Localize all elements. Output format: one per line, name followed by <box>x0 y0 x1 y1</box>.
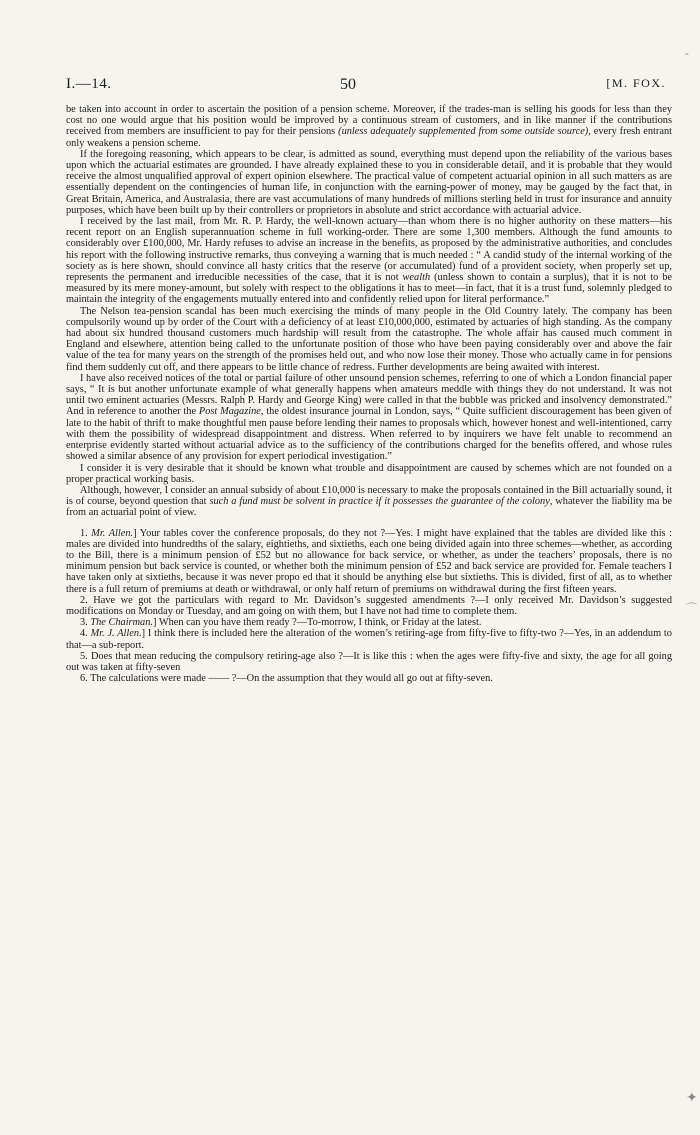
italic-text: Mr. Allen. <box>91 527 134 539</box>
text-run: ] Your tables cover the conference proposals, do they not ?—Yes. I might have explained that the tables are divided like this : males are divided into hundredths of the salary, eightieths, and sixtieths, each one being divided again into three schemes—whether, as according to the Bill, there is a minimum pension of £52 but no allowance for back service, or whether, as under the teachers’ proposals, there is no minimum pension but back service is counted, or whether both the minimum pension of £52 and back service are provided for. Female teachers I have taken only at sixtieths, because it was never propo ed that it should be anything else but sixtieths. This is divided, first of all, as to whether there is a full return of premiums at death or withdrawal, or only half return of premiums on withdrawal during the first fifteen years. <box>66 527 672 595</box>
section-gap <box>66 519 672 528</box>
body-paragraph <box>66 216 672 306</box>
text-run: 6. The calculations were made —— ?—On the assumption that they would all go out at fifty-seven. <box>80 673 493 685</box>
italic-text: (unless adequately supplemented from some outside source) <box>338 126 589 138</box>
body-paragraph <box>66 373 672 463</box>
body-paragraph <box>66 149 672 216</box>
text-run: (unless shown to contain a surplus), that it is not to be measured by its mere money-amount, but solely with respect to the obligations it has to meet—in fact, that it is a trust fund, solemnly pledged to maintain the integrity of the engagements mutually entered into and confidently relied upon for literal performance.” <box>66 272 672 306</box>
text-run: 3. <box>80 617 91 629</box>
italic-text: wealth <box>402 272 431 284</box>
text-run: I consider it is very desirable that it should be known what trouble and disappointment are caused by schemes which are not founded on a proper practical working basis. <box>66 462 672 485</box>
question-answer <box>66 628 672 650</box>
text-run: The Nelson tea-pension scandal has been much exercising the minds of many people in the Old Country lately. The company has been compulsorily wound up by order of the Court with a deficiency of at least £10,000,000, estimated by actuaries of high standing. As the company had about six hundred thousand customers much hardship will result from the catastrophe. The whole affair has caused much comment in England and elsewhere, attention being called to the unfortunate position of those who have been paying considerably over and above the fair value of the tea for many years on the strength of the promises held out, and who now lose their money. Those who actually came in for pensions find them suddenly cut off, and there appears to be little chance of redress. Further developments are being awaited with interest. <box>66 305 672 373</box>
question-answer <box>66 673 672 684</box>
body-paragraph <box>66 104 672 149</box>
text-run: ] I think there is included here the alteration of the women’s retiring-age from fifty-five to fifty-two ?—Yes, in an addendum to that—a sub-report. <box>66 628 672 651</box>
text-run: If the foregoing reasoning, which appears to be clear, is admitted as sound, everything must depend upon the reliability of the various bases upon which the actuarial estimates are grounded. I have already explained these to you in considerable detail, and it is probable that they would receive the almost unqualified approval of expert opinion elsewhere. The practical value of competent actuarial opinion in all such matters as are essentially dependent on the contingencies of human life, in conjunction with the earning-power of money, may be gauged by the fact that, in Great Britain, America, and Australasia, there are vast accumulations of many hundreds of millions sterling held in trust for insurance and annuity purposes, which have been built up by their controllers or proprietors in absolute and strict accordance with actuarial advice. <box>66 148 672 216</box>
text-run: 1. <box>80 527 92 539</box>
text-run: , whatever the liability ma be from an actuarial point of view. <box>66 496 672 519</box>
question-answer <box>66 528 672 595</box>
evidence-statement <box>66 104 672 519</box>
page-header <box>66 76 666 98</box>
italic-text: such a fund must be solvent in practice if it possesses the guarantee of the colony <box>209 496 550 508</box>
text-run: I received by the last mail, from Mr. R. P. Hardy, the well-known actuary—than whom there is no higher authority on these matters—his recent report on an English superannuation scheme in full working-order. There are some 1,300 members. Although the fund amounts to considerably over £100,000, Mr. Hardy refuses to advise an increase in the benefits, as proposed by the administrative authorities, and concludes his report with the following instructive remarks, thus conveying a warning that is much needed : “ A candid study of the internal working of the society as is here shown, should convince all hasty critics that the reserve (or accumulated) fund of a provident society, when properly set up, represents the permanent and irreducible necessities of the case, that it is not <box>66 216 672 284</box>
body-paragraph <box>66 485 672 519</box>
question-answer <box>66 617 672 628</box>
document-body <box>66 104 672 684</box>
text-run: 2. Have we got the particulars with regard to Mr. Davidson’s suggested amendments ?—I only received Mr. Davidson’s suggested modifications on Monday or Tuesday, and am going on with them, but I have not had time to complete them. <box>66 594 672 617</box>
text-run: , every fresh entrant only weakens a pension scheme. <box>66 126 673 149</box>
italic-text: The Chairman. <box>90 617 153 629</box>
text-run: Although, however, I consider an annual subsidy of about £10,000 is necessary to make the proposals contained in the Bill actuarially sound, it is of course, beyond question that <box>66 484 672 508</box>
question-answer <box>66 651 672 673</box>
questions-and-answers <box>66 528 672 685</box>
italic-text: Mr. J. Allen. <box>90 628 142 640</box>
body-paragraph <box>66 463 672 485</box>
italic-text: Post Magazine <box>198 406 261 418</box>
question-answer <box>66 595 672 617</box>
margin-mark: ˉ <box>684 52 690 65</box>
text-run: I have also received notices of the total or partial failure of other unsound pension schemes, referring to one of which a London financial paper says, “ It is but another unfortunate example of what generally happens when amateurs meddle with things they do not understand. It was not until two eminent actuaries (Messrs. Ralph P. Hardy and George King) were called in that the bubble was pricked and insolvency demonstrated.” And in reference to another the <box>66 372 672 418</box>
text-run: 5. Does that mean reducing the compulsory retiring-age also ?—It is like this : when the ages were fifty-five and sixty, the age for all going out was taken at fifty-seven <box>66 650 672 673</box>
page-number: 50 <box>340 76 356 93</box>
text-run: 4. <box>80 628 91 640</box>
text-run: ] When can you have them ready ?—To-morrow, I think, or Friday at the latest. <box>153 617 482 629</box>
text-run: be taken into account in order to ascertain the position of a pension scheme. Moreover, if the trades-man is selling his goods for less than they cost no one would argue that his position would be improved by a continuous stream of customers, and in like manner if the contributions received from members are insufficient to pay for their pensions <box>66 104 672 138</box>
witness-name: [M. FOX. <box>606 76 666 90</box>
text-run: , the oldest insurance journal in London, says, “ Quite sufficient discouragement has been given of late to the habit of thrift to make thoughtful men pause before lending their names to proposals which, however honest and well-intentioned, carry with them the possibility of widespread disappointment and distress. When referred to by inquirers we have felt unable to recommend an enterprise evidently started without actuarial advice as to the sufficiency of the contributions charged for the benefits offered, and whose rules showed a similar absence of any provision for expert periodical investigation.” <box>66 406 672 463</box>
body-paragraph <box>66 306 672 373</box>
report-reference: I.—14. <box>66 76 112 92</box>
margin-mark: ⌒ <box>686 602 697 615</box>
margin-mark: ✦ <box>686 1090 698 1106</box>
